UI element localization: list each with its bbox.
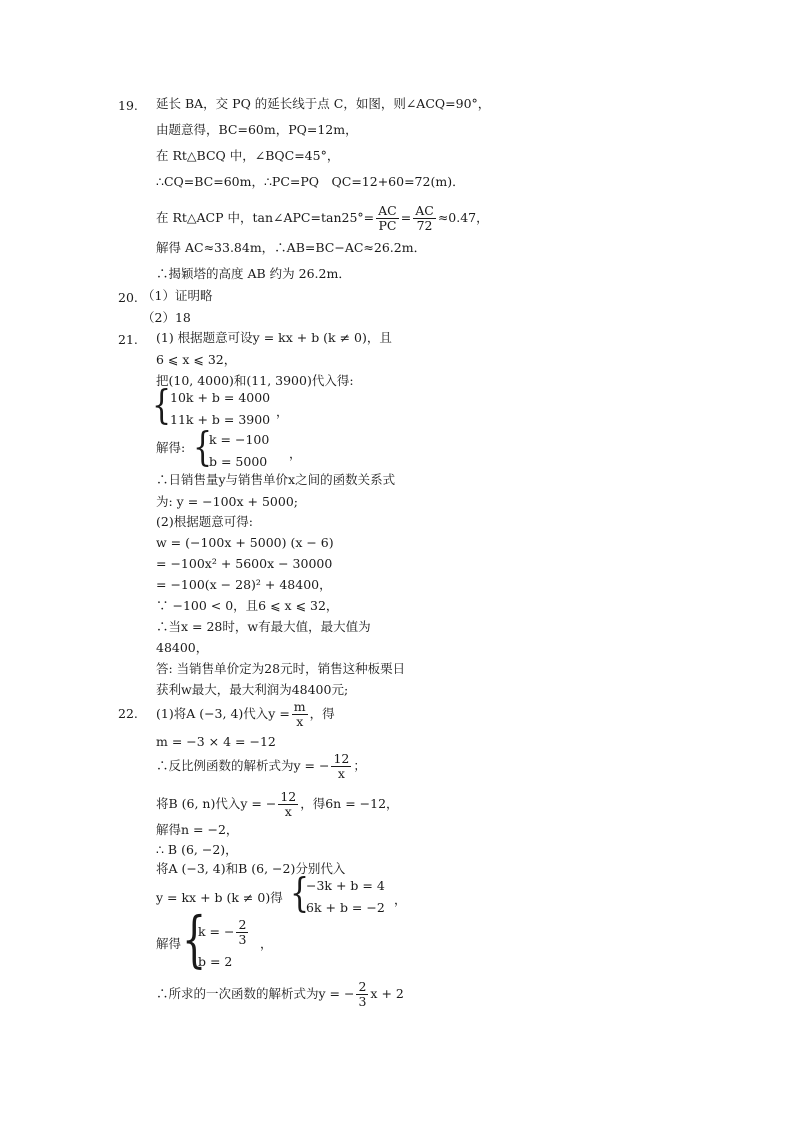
denominator: 3 [358, 994, 367, 1009]
q22-line-8: y = kx + b (k ≠ 0)得 [156, 890, 283, 905]
numerator: AC [415, 203, 434, 218]
q22-line-6: ∴ B (6, −2)， [156, 842, 238, 857]
solution-label: 解得: [156, 440, 186, 455]
left-brace: { [290, 870, 310, 918]
system-tail: ， [289, 446, 302, 461]
q22-line-7: 将A (−3, 4)和B (6, −2)分别代入 [156, 861, 346, 876]
numerator: 12 [333, 751, 350, 766]
denominator: PC [378, 218, 397, 233]
q22-line-1 [156, 696, 335, 732]
q22-line-3 [156, 748, 366, 784]
numerator: 12 [280, 789, 297, 804]
q19-line-5 [156, 200, 489, 236]
fraction [356, 980, 368, 1009]
system-tail: ， [276, 404, 289, 419]
fraction [331, 752, 351, 781]
fraction [292, 700, 308, 729]
q19-line-5-text: 在 Rt△ACP 中，tan∠APC=tan25°= [156, 210, 375, 225]
fraction [413, 204, 436, 233]
fraction [278, 790, 298, 819]
fraction [376, 204, 399, 233]
q22-line-1-tail: ，得 [309, 706, 335, 721]
q19-number: 19. [118, 98, 138, 113]
system-row: 10k + b = 4000 [170, 390, 271, 405]
system-row: −3k + b = 4 [306, 878, 385, 893]
q21-line-7: w = (−100x + 5000) (x − 6) [156, 535, 334, 550]
left-brace: { [193, 424, 213, 472]
q21-line-13: 答: 当销售单价定为28元时，销售这种板栗日 [156, 661, 406, 676]
denominator: x [284, 804, 292, 819]
q21-line-6: (2)根据题意可得: [156, 514, 253, 529]
q22-line-4-text: 将B (6, n)代入y = − [156, 796, 277, 811]
q22-line-5: 解得n = −2， [156, 822, 239, 837]
denominator: x [337, 766, 345, 781]
q21-line-11: ∴当x = 28时，w有最大值，最大值为 [156, 619, 371, 634]
system-row [198, 914, 250, 950]
q22-line-9 [156, 976, 404, 1012]
solution-label: 解得 [156, 936, 182, 951]
denominator: 72 [416, 218, 433, 233]
q21-line-14: 获利w最大，最大利润为48400元; [156, 682, 349, 697]
left-brace: { [152, 382, 172, 430]
q21-line-9: = −100(x − 28)² + 48400， [156, 577, 332, 592]
q22-line-2: m = −3 × 4 = −12 [156, 734, 276, 749]
system-row: b = 2 [198, 954, 233, 969]
q21-line-3: 把(10, 4000)和(11, 3900)代入得: [156, 373, 354, 388]
equals-sign: = [400, 210, 412, 225]
numerator: m [293, 699, 306, 714]
q21-line-1: (1) 根据题意可设y = kx + b (k ≠ 0)，且 [156, 330, 392, 345]
q22-number: 22. [118, 706, 138, 721]
q22-line-4 [156, 786, 399, 822]
q20-number: 20. [118, 290, 138, 305]
denominator: 3 [238, 932, 247, 947]
q19-line-3: 在 Rt△BCQ 中，∠BQC=45°， [156, 148, 340, 163]
system-row: 11k + b = 3900 [170, 412, 271, 427]
q19-line-2: 由题意得，BC=60m，PQ=12m， [156, 122, 358, 137]
q22-line-9-tail: x + 2 [370, 986, 404, 1001]
q20-part-1: （1）证明略 [142, 288, 213, 303]
left-brace: { [182, 904, 207, 975]
q22-line-3-tail: ； [353, 758, 366, 773]
q19-line-5-tail: ≈0.47， [437, 210, 489, 225]
system-row: b = 5000 [209, 454, 268, 469]
q21-line-4: ∴日销售量y与销售单价x之间的函数关系式 [156, 472, 396, 487]
system-row: 6k + b = −2 [306, 900, 385, 915]
q22-line-1-text: (1)将A (−3, 4)代入y = [156, 706, 290, 721]
numerator: 2 [238, 917, 247, 932]
q21-line-8: = −100x² + 5600x − 30000 [156, 556, 333, 571]
q21-line-5: 为: y = −100x + 5000; [156, 494, 298, 509]
system-row: k = −100 [209, 432, 270, 447]
q20-part-2: （2）18 [142, 310, 191, 325]
q21-line-2: 6 ⩽ x ⩽ 32， [156, 352, 237, 367]
q22-line-4-tail: ，得6n = −12， [300, 796, 399, 811]
numerator: AC [378, 203, 397, 218]
system-tail: ， [260, 936, 273, 951]
system-tail: ， [394, 892, 407, 907]
system-row-text: k = − [198, 924, 235, 939]
q19-line-4: ∴CQ=BC=60m，∴PC=PQ QC=12+60=72(m)． [156, 174, 465, 189]
equation-system [182, 904, 302, 975]
q21-line-12: 48400， [156, 640, 209, 655]
equation-system [152, 382, 352, 432]
q21-line-10: ∵ −100 < 0，且6 ⩽ x ⩽ 32， [156, 598, 339, 613]
q19-line-1: 延长 BA，交 PQ 的延长线于点 C，如图，则∠ACQ=90°， [156, 96, 491, 111]
q21-number: 21. [118, 332, 138, 347]
q19-line-6: 解得 AC≈33.84m，∴AB=BC−AC≈26.2m． [156, 240, 427, 255]
fraction [236, 918, 248, 947]
equation-system [193, 424, 343, 474]
q19-line-7: ∴揭颖塔的高度 AB 约为 26.2m． [156, 266, 351, 281]
equation-system [290, 870, 420, 920]
numerator: 2 [358, 979, 367, 994]
denominator: x [296, 714, 304, 729]
q22-line-9-text: ∴所求的一次函数的解析式为y = − [156, 986, 355, 1001]
q22-line-3-text: ∴反比例函数的解析式为y = − [156, 758, 330, 773]
